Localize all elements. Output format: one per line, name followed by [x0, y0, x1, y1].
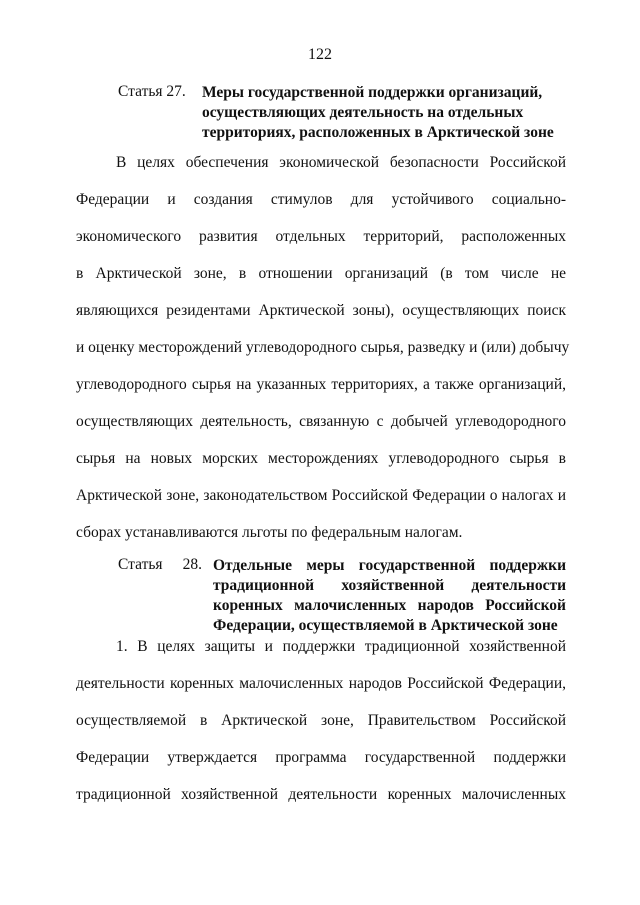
paragraph-line: В целях обеспечения экономической безопасности Российской	[116, 154, 566, 171]
page-number: 122	[308, 46, 332, 63]
paragraph-line: Арктической зоне, законодательством Российской Федерации о налогах и	[76, 487, 566, 504]
article-28-label-word: Статья	[118, 556, 163, 573]
paragraph-line: экономического развития отдельных территорий, расположенных	[76, 228, 566, 245]
paragraph-line: 1. В целях защиты и поддержки традиционной хозяйственной	[116, 638, 566, 655]
paragraph-line: сырья на новых морских месторождениях углеводородного сырья в	[76, 450, 566, 467]
article-28-title: Отдельные меры государственной поддержки традиционной хозяйственной деятельности коренных малочисленных народов Российской Федерации, осуществляемой в Арктической зоне	[213, 557, 566, 634]
article-27-title-line: территориях, расположенных в Арктической зоне	[202, 124, 554, 141]
paragraph-line: углеводородного сырья на указанных территориях, а также организаций,	[76, 376, 566, 393]
paragraph-line: являющихся резидентами Арктической зоны), осуществляющих поиск	[76, 302, 566, 319]
paragraph-line: сборах устанавливаются льготы по федеральным налогам.	[76, 524, 463, 541]
article-27-body	[76, 144, 570, 551]
article-28-label	[118, 556, 202, 574]
paragraph-line: деятельности коренных малочисленных народов Российской Федерации,	[76, 675, 566, 692]
article-28-body	[76, 628, 566, 813]
article-27-heading	[118, 83, 566, 147]
article-27-title-line: осуществляющих деятельность на отдельных	[202, 104, 524, 121]
paragraph-line: и оценку месторождений углеводородного сырья, разведку и (или) добычу	[76, 339, 570, 356]
paragraph-line: Федерации утверждается программа государственной поддержки	[76, 749, 566, 766]
article-28-label-number: 28.	[182, 556, 202, 573]
paragraph-line: традиционной хозяйственной деятельности коренных малочисленных	[76, 786, 566, 803]
article-27-title-line: Меры государственной поддержки организаций,	[202, 84, 543, 101]
paragraph-line: осуществляемой в Арктической зоне, Правительством Российской	[76, 712, 566, 729]
article-27-title	[202, 83, 566, 143]
paragraph-line: осуществляющих деятельность, связанную с добычей углеводородного	[76, 413, 566, 430]
paragraph-line: Федерации и создания стимулов для устойчивого социально-	[76, 191, 566, 208]
article-27-label: Статья 27.	[118, 83, 186, 100]
paragraph-line: в Арктической зоне, в отношении организаций (в том числе не	[76, 265, 566, 282]
